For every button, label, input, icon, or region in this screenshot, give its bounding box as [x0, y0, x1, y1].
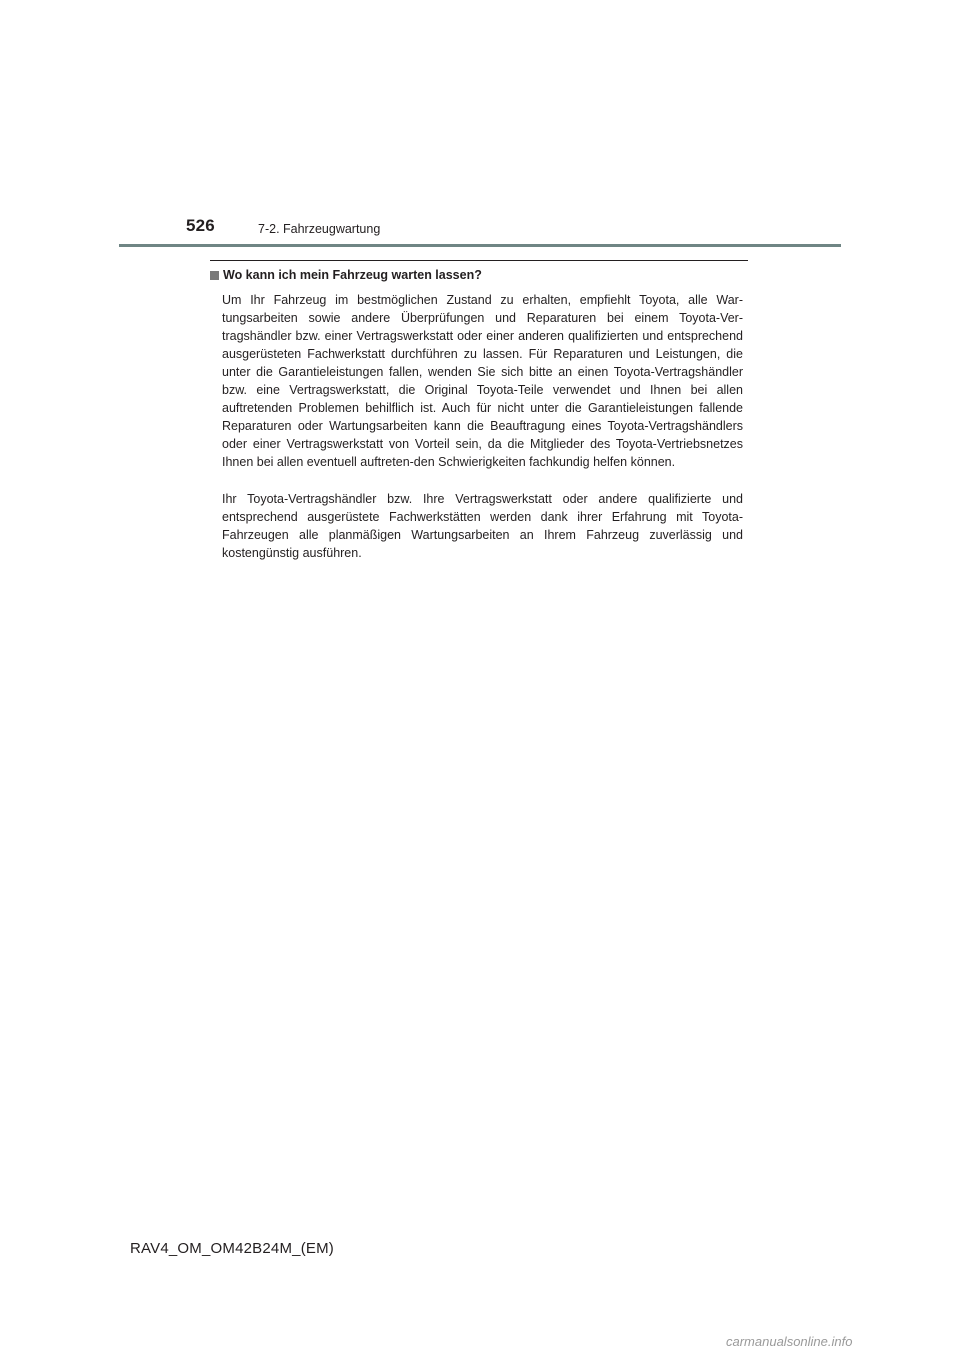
topic-divider [210, 260, 748, 261]
header-divider [119, 244, 841, 247]
body-paragraph: Um Ihr Fahrzeug im bestmöglichen Zustand zu erhalten, empfiehlt Toyota, alle War-tungsarbeiten sowie andere Überprüfungen und Reparaturen bei einem Toyota-Ver-tragshändler bzw. einer Vertragswerkstatt oder einer anderen qualifizierten und entsprechend ausgerüsteten Fachwerkstatt durchführen zu lassen. Für Reparaturen und Leistungen, die unter die Garantieleistungen fallen, wenden Sie sich bitte an einen Toyota-Vertragshändler bzw. eine Vertragswerkstatt, die Original Toyota-Teile verwendet und Ihnen bei allen auftretenden Problemen behilflich ist. Auch für nicht unter die Garantieleistungen fallende Reparaturen oder Wartungsarbeiten kann die Beauftragung eines Toyota-Vertragshändlers oder einer Vertragswerkstatt von Vorteil sein, da die Mitglieder des Toyota-Vertriebsnetzes Ihnen bei allen eventuell auftreten-den Schwierigkeiten fachkundig helfen können. [222, 293, 743, 469]
document-code: RAV4_OM_OM42B24M_(EM) [130, 1240, 334, 1257]
topic-heading [210, 268, 482, 282]
page-number: 526 [186, 216, 215, 235]
square-bullet-icon [210, 271, 219, 280]
body-paragraph: Ihr Toyota-Vertragshändler bzw. Ihre Vertragswerkstatt oder andere qualifizierte und entsprechend ausgerüstete Fachwerkstätten werden dank ihrer Erfahrung mit Toyota-Fahrzeugen alle planmäßigen Wartungsarbeiten an Ihrem Fahrzeug zuverlässig und kostengünstig ausführen. [222, 492, 743, 560]
watermark: carmanualsonline.info [726, 1334, 853, 1349]
topic-heading-text: Wo kann ich mein Fahrzeug warten lassen? [223, 268, 482, 282]
section-title: 7-2. Fahrzeugwartung [258, 222, 381, 236]
